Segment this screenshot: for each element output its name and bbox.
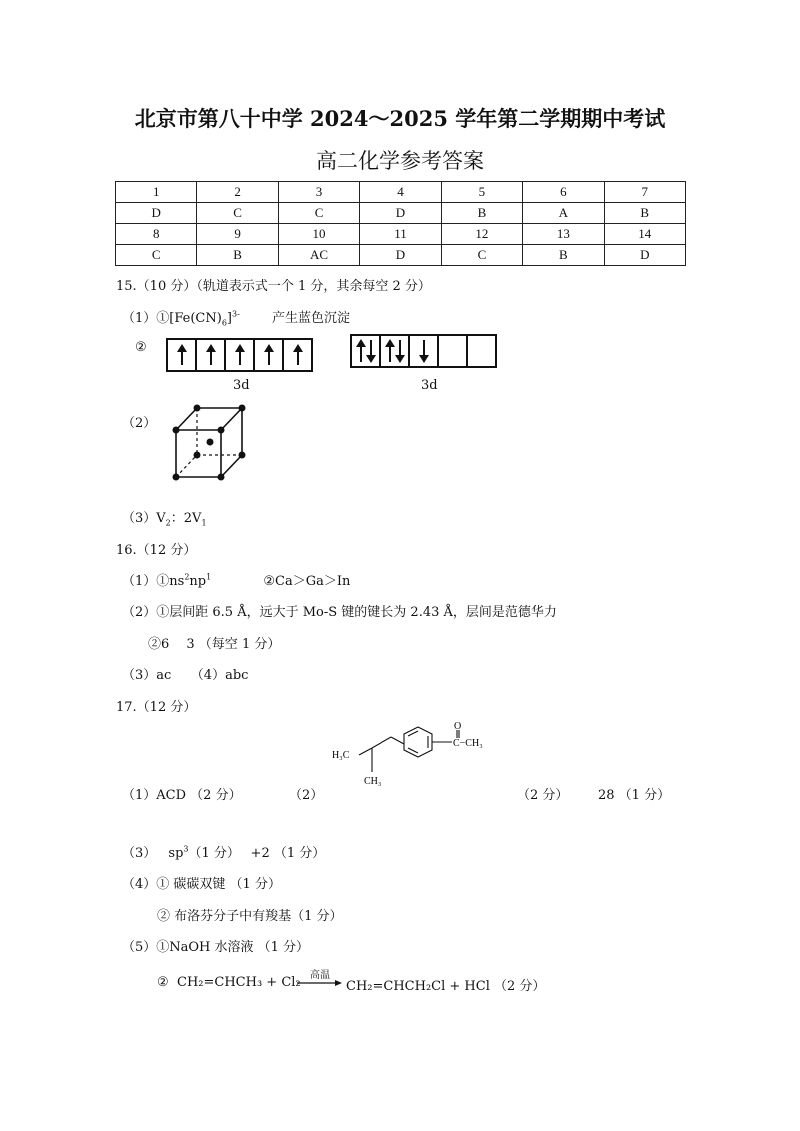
table-cell: D xyxy=(360,203,441,224)
answer-table xyxy=(115,181,686,266)
q16-config: ns xyxy=(169,574,185,589)
q17-part5a: （5）①NaOH 水溶液 （1 分） xyxy=(122,940,310,955)
q17-products: CH₂=CHCH₂Cl + HCl （2 分） xyxy=(346,979,546,994)
q16-config2: np xyxy=(189,574,207,589)
q17-part4b: ② 布洛芬分子中有羧基（1 分） xyxy=(157,909,343,924)
q17-part5b-label: ② xyxy=(157,975,169,990)
orbital-box xyxy=(255,340,284,370)
q17-header: 17.（12 分） xyxy=(116,700,197,715)
q17-part3-rest: （1 分） +2 （1 分） xyxy=(188,846,326,861)
spin-up-arrow-icon xyxy=(291,343,305,367)
table-cell: 11 xyxy=(360,224,441,245)
q15-part3 xyxy=(122,507,207,528)
q15-part3-sub-a: 2 xyxy=(165,518,171,528)
q16-part1 xyxy=(122,570,350,589)
ketone-structure-diagram xyxy=(328,720,508,795)
q15-header: 15.（10 分）（轨道表示式一个 1 分，其余每空 2 分） xyxy=(116,279,431,294)
table-cell: 2 xyxy=(197,182,278,203)
q16-part2b: ②6 3 （每空 1 分） xyxy=(148,637,281,652)
orbital-box xyxy=(226,340,255,370)
orbital-box-empty xyxy=(468,336,495,366)
table-cell: 14 xyxy=(604,224,685,245)
table-cell: B xyxy=(604,203,685,224)
table-cell: B xyxy=(441,203,522,224)
q16-header: 16.（12 分） xyxy=(116,543,197,558)
table-row-question-numbers xyxy=(116,224,686,245)
orbital-box xyxy=(168,340,197,370)
orbital-box-empty xyxy=(439,336,468,366)
q15-part2-label: （2） xyxy=(122,416,157,431)
table-cell: 7 xyxy=(604,182,685,203)
q16-config-sup1: 2 xyxy=(184,572,190,582)
orbital-box xyxy=(197,340,226,370)
table-cell: 9 xyxy=(197,224,278,245)
q16-part2a: （2）①层间距 6.5 Å，远大于 Mo-S 键的键长为 2.43 Å，层间是范德华力 xyxy=(122,605,557,620)
table-row-answers xyxy=(116,245,686,266)
page-title: 北京市第八十中学 2024～2025 学年第二学期期中考试 xyxy=(134,106,666,131)
q15-formula-sub: 6 xyxy=(221,318,227,328)
table-cell: 6 xyxy=(523,182,604,203)
table-cell: 3 xyxy=(278,182,359,203)
q17-reactants: CH₂=CHCH₃ + Cl₂ xyxy=(177,975,301,990)
table-cell: B xyxy=(197,245,278,266)
table-cell: D xyxy=(116,203,197,224)
struct-h3c-left: H₃C xyxy=(332,750,350,761)
table-cell: 4 xyxy=(360,182,441,203)
orbital-box xyxy=(352,336,381,366)
table-cell: D xyxy=(604,245,685,266)
table-cell: C xyxy=(278,203,359,224)
page-subtitle: 高二化学参考答案 xyxy=(316,149,484,173)
spin-up-arrow-icon xyxy=(175,343,189,367)
table-cell: 13 xyxy=(523,224,604,245)
q17-part2-label: （2） xyxy=(289,788,324,803)
struct-oxygen: O xyxy=(454,721,462,732)
q17-part2-score: （2 分） xyxy=(517,788,569,803)
table-cell: B xyxy=(523,245,604,266)
q17-part4a: （4）① 碳碳双键 （1 分） xyxy=(122,877,281,892)
q17-part2-count: 28 （1 分） xyxy=(598,788,671,803)
reaction-arrow-icon xyxy=(297,979,343,987)
q17-part1: （1）ACD （2 分） xyxy=(122,788,242,803)
spin-pair-arrow-icon xyxy=(355,338,377,364)
q15-part1b-label: ② xyxy=(135,340,147,355)
spin-up-arrow-icon xyxy=(233,343,247,367)
orbital-diagram-fe3 xyxy=(166,338,313,372)
q15-formula: [Fe(CN) xyxy=(169,311,222,326)
q15-part3-b: ：2V xyxy=(170,511,202,526)
table-cell: 10 xyxy=(278,224,359,245)
q15-part3-a: V xyxy=(156,511,166,526)
table-cell: 1 xyxy=(116,182,197,203)
q15-part3-sub-b: 1 xyxy=(201,518,207,528)
struct-ch3-bottom: CH₃ xyxy=(364,776,382,787)
orbital-box xyxy=(284,340,311,370)
table-cell: D xyxy=(360,245,441,266)
q15-formula-close: ] xyxy=(226,311,232,326)
table-row-question-numbers xyxy=(116,182,686,203)
q16-part1b: ②Ca＞Ga＞In xyxy=(263,574,351,589)
bcc-unit-cell-diagram xyxy=(166,402,256,484)
q15-formula-sup: 3- xyxy=(232,309,240,319)
q16-part3: （3）ac （4）abc xyxy=(122,668,249,683)
table-row-answers xyxy=(116,203,686,224)
orbital-label-1: 3d xyxy=(233,378,250,393)
q16-part1-label: （1）① xyxy=(122,574,170,589)
spin-down-arrow-icon xyxy=(417,338,431,364)
q16-config-sup2: 1 xyxy=(206,572,212,582)
orbital-box xyxy=(381,336,410,366)
table-cell: AC xyxy=(278,245,359,266)
q17-part3 xyxy=(122,842,325,861)
table-cell: A xyxy=(523,203,604,224)
q15-part1-label: （1）① xyxy=(122,311,170,326)
orbital-box xyxy=(410,336,439,366)
q15-part3-label: （3） xyxy=(122,511,157,526)
orbital-label-2: 3d xyxy=(421,378,438,393)
orbital-diagram-2 xyxy=(350,334,497,368)
spin-pair-arrow-icon xyxy=(384,338,406,364)
q17-part3-hybrid: sp xyxy=(168,846,184,861)
q15-part1-text: 产生蓝色沉淀 xyxy=(271,311,350,326)
table-cell: C xyxy=(116,245,197,266)
table-cell: C xyxy=(441,245,522,266)
q15-part1 xyxy=(122,307,350,328)
spin-up-arrow-icon xyxy=(204,343,218,367)
struct-acetyl: C−CH₃ xyxy=(453,738,483,749)
reaction-condition: 高温 xyxy=(310,970,330,981)
spin-up-arrow-icon xyxy=(262,343,276,367)
table-cell: 8 xyxy=(116,224,197,245)
q17-part3-sup: 3 xyxy=(183,844,189,854)
table-cell: C xyxy=(197,203,278,224)
table-cell: 5 xyxy=(441,182,522,203)
table-cell: 12 xyxy=(441,224,522,245)
q17-part3-label: （3） xyxy=(122,846,157,861)
